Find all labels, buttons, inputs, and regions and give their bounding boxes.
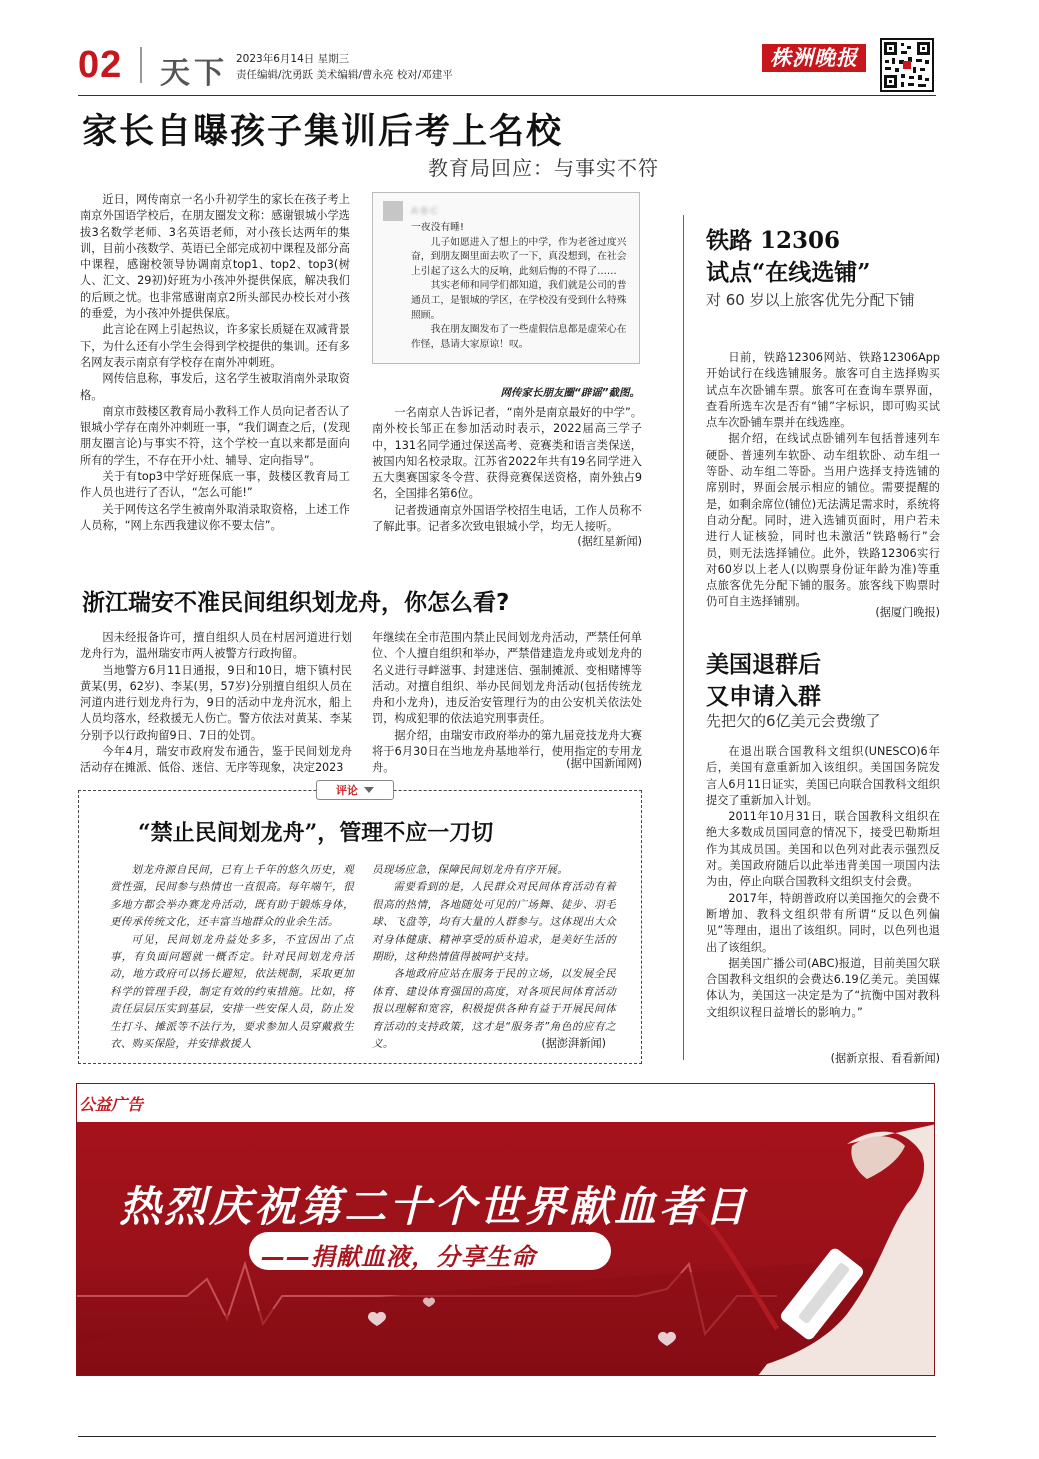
unesco-subheadline: 先把欠的6亿美元会费缴了 [706,712,881,730]
footer-rule [78,1436,936,1437]
dragon-para: 当地警方6月11日通报，9日和10日，塘下镇村民黄某(男，62岁)、李某(男，57岁)分别擅自组织人员在河道内进行划龙舟行为，9日的活动中龙舟沉水，船上人员均落水，经救援无人伤亡。警方依法对黄某、李某分别予以行政拘留9日、7日的处罚。 [80,663,352,742]
lead-source: (据红星新闻) [577,535,642,548]
dragon-para: 今年4月，瑞安市政府发布通告，鉴于民间划龙舟活动存在摊派、低俗、迷信、无序等现象，决定2023 [80,745,352,775]
comment-body-col2 [372,862,616,1053]
comment-tag [316,780,394,800]
dragon-body-col1 [80,630,352,777]
unesco-para: 在退出联合国教科文组织(UNESCO)6年后，美国有意重新加入该组织。美国国务院发言人6月11日证实，美国已向联合国教科文组织提交了重新加入计划。 [706,745,940,807]
lead-para: 网传信息称，事发后，这名学生被取消南外录取资格。 [80,372,350,402]
rail-para: 日前，铁路12306网站、铁路12306App开始试行在线选铺服务。旅客可自主选择购买试点车次卧铺车票。旅客可在查询车票界面，查看所选车次是否有“铺”字标识，即可购买试点车次卧铺车票并在线选座。 [706,351,940,430]
comment-para: 可见，民间划龙舟益处多多，不宜因出了点事，有负面问题就一概否定。针对民间划龙舟活动，地方政府可以扬长避短，依法规制，采取更加科学的管理手段，制定有效的约束措施。比如，将责任层层压实到基层，安排一些安保人员，防止发生打斗、摊派等不法行为，要求参加人员穿戴救生衣、购买保险，并安排救援人 [110,933,354,1051]
rail-headline-line2: 试点“在线选铺” [706,259,871,286]
comment-source: (据澎湃新闻) [541,1037,606,1050]
date-line: 2023年6月14日 星期三 [236,53,350,65]
editors-line: 责任编辑/沈勇跃 美术编辑/曹永亮 校对/邓建平 [236,69,453,81]
lead-para: 关于有top3中学好班保底一事，鼓楼区教育局工作人员也进行了否认，“怎么可能!” [80,470,350,500]
blood-donation-ad [76,1083,935,1376]
section-name: 天下 [160,56,228,91]
rail-subheadline: 对 60 岁以上旅客优先分配下铺 [706,291,915,309]
dragon-source: (据中国新闻网) [566,757,642,770]
lead-subheadline: 教育局回应：与事实不符 [428,156,659,180]
unesco-para: 2011年10月31日，联合国教科文组织在绝大多数成员国同意的情况下，接受巴勒斯坦作为其成员国。美国和以色列对此表示强烈反对。美国政府随后以此举违背美国一项国内法为由，停止向联合国教科文组织支付会费。 [706,810,940,889]
header-rule [78,95,936,96]
screenshot-line: 儿子如愿进入了想上的中学，作为老爸过度兴奋，到朋友圈里面去吹了一下，真没想到，在社会上引起了这么大的反响，此刻后悔的不得了…… [411,236,627,277]
unesco-body [706,744,940,1021]
qr-code-icon [880,38,934,92]
ad-slogan: ——捐献血液，分享生命 [261,1243,536,1271]
lead-headline: 家长自曝孩子集训后考上名校 [82,112,564,152]
dragon-para: 据介绍，由瑞安市政府举办的第九届竞技龙舟大赛将于6月30日在当地龙舟基地举行，使用指定的专用龙舟。 [372,728,642,775]
blurred-username: A·B·C [411,205,439,217]
comment-para: 各地政府应站在服务于民的立场，以发展全民体育、建设体育强国的高度，对各项民间体育活动报以理解和宽容，积极提供各种有益于开展民间体育活动的支持政策，这才是“服务者”角色的应有之义。 [372,968,616,1051]
unesco-para: 据美国广播公司(ABC)报道，目前美国欠联合国教科文组织的会费达6.19亿美元。美国媒体认为，美国这一决定是为了“抗衡中国对教科文组织议程日益增长的影响力。” [706,956,940,1019]
comment-para: 员现场应急，保障民间划龙舟有序开展。 [372,864,569,876]
screenshot-line: 一夜没有睡! [411,222,464,233]
dragon-headline: 浙江瑞安不准民间组织划龙舟，你怎么看? [82,590,510,616]
unesco-headline-line1: 美国退群后 [706,651,821,678]
lead-para: 南京市鼓楼区教育局小教科工作人员向记者否认了银城小学存在南外冲刺班一事，“我们调查之后，(发现朋友圈言论)与事实不符，这个学校一直以来都是面向所有的学生，不存在开小灶、辅导、定向指导”。 [80,404,350,467]
unesco-para: 2017年，特朗普政府以美国拖欠的会费不断增加、教科文组织带有所谓“反以色列偏见”等理由，退出了该组织。同时，以色列也退出了该组织。 [706,891,940,954]
lead-para: 一名南京人告诉记者，“南外是南京最好的中学”。南外校长邹正在参加活动时表示，2022届高三学子中，131名同学通过保送高考、竞赛类和语言类保送，被国内知名校录取。江苏省2022年共有19名同学进入五大奥赛国家冬令营、获得竞赛保送资格，南外独占9名，全国排名第6位。 [372,406,642,501]
comment-headline: “禁止民间划龙舟”，管理不应一刀切 [138,820,494,846]
lead-para: 此言论在网上引起热议，许多家长质疑在双减背景下，为什么还有小学生会得到学校提供的集训。还有多名网友表示南京有学校存在南外冲刺班。 [80,323,350,369]
screenshot-line: 其实老师和同学们都知道，我们就是公司的普通员工，是银城的学区，在学校没有受到什么特殊照顾。 [411,280,627,321]
unesco-headline-line2: 又申请入群 [706,683,821,710]
lead-body-col1 [80,192,350,534]
masthead-logo: 株洲晚报 [762,44,866,72]
comment-para: 需要看到的是，人民群众对民间体育活动有着很高的热情，各地随处可见的广场舞、徒步、羽毛球、飞盘等，均有大量的人群参与。这体现出大众对身体健康、精神享受的质朴追求，是美好生活的期盼，这种热情值得被呵护支持。 [372,881,616,964]
lead-para: 近日，网传南京一名小升初学生的家长在孩子考上南京外国语学校后，在朋友圈发文称：感谢银城小学选拔3名数学老师、3名英语老师，对小孩长达两年的集训，目前小孩数学、英语已全部完成初中课程及部分高中课程，感谢校领导协调南京top1、top2、top3(树人、汇文、29初)好班为小孩冲外提供保底，解决我们的后顾之忧。也非常感谢南京2所头部民办校长对小孩的垂爱，为小孩冲外提供保底。 [80,193,350,321]
dragon-para: 年继续在全市范围内禁止民间划龙舟活动，严禁任何单位、个人擅自组织和举办，严禁借建造龙舟或划龙舟的名义进行寻衅滋事、封建迷信、强制摊派、变相赌博等活动。对擅自组织、举办民间划龙舟活动(包括传统龙舟和小龙舟)，违反治安管理行为的由公安机关依法处罚，构成犯罪的依法追究刑事责任。 [372,631,642,726]
right-column-divider [683,215,684,1060]
rail-source: (据厦门晚报) [875,606,940,619]
dragon-para: 因未经报备许可，擅自组织人员在村居河道进行划龙舟行为，温州瑞安市两人被警方行政拘留。 [80,631,352,661]
header-divider [140,47,142,83]
wechat-screenshot-image [372,192,640,364]
rail-headline-line1: 铁路 12306 [706,227,841,254]
screenshot-line: 我在朋友圈发布了一些虚假信息都是虚荣心在作怪，恳请大家原谅！叹。 [411,324,627,350]
lead-para: 关于网传这名学生被南外取消录取资格，上述工作人员称，“网上东西我建议你不要太信”。 [80,502,350,532]
ad-headline: 热烈庆祝第二十个世界献血者日 [119,1182,750,1231]
unesco-source: (据新京报、看看新闻) [830,1052,940,1065]
avatar [383,201,403,221]
comment-body-col1 [110,862,354,1053]
screenshot-caption: 网传家长朋友圈“辟谣”截图。 [500,387,640,399]
ad-label: 公益广告 [79,1095,144,1114]
lead-para: 记者拨通南京外国语学校招生电话，工作人员称不了解此事。记者多次致电银城小学，均无人接听。 [372,503,642,534]
page-number: 02 [78,44,123,86]
comment-tag-label: 评论 [336,784,358,797]
rail-para: 据介绍，在线试点卧铺列车包括普速列车硬卧、普速列车软卧、动车组软卧、动车组一等卧、动车组二等卧。当用户选择支持选铺的席别时，界面会展示相应的铺位。需要提醒的是，如剩余席位(铺位)无法满足需求时，系统将自动分配。同时，进入选铺页面时，用户若未进行人证核验，同时也未激活“铁路畅行”会员，则无法选择铺位。此外，铁路12306实行对60岁以上老人(以购票身份证年龄为准)等重点旅客优先分配下铺的服务。旅客线下购票时仍可自主选择铺别。 [706,432,940,609]
lead-body-col2 [372,405,642,535]
comment-para: 划龙舟源自民间，已有上千年的悠久历史，观赏性强，民间参与热情也一直很高。每年端午，很多地方都会举办赛龙舟活动，既有助于锻炼身体，更传承传统文化，还丰富当地群众的业余生活。 [110,864,354,929]
chevron-down-icon [364,787,374,793]
rail-body [706,350,940,611]
